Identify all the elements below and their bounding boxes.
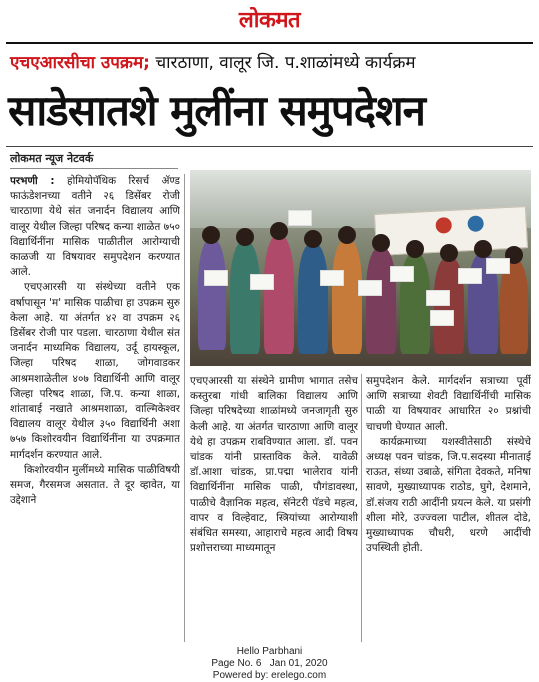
col3-paragraph-1: समुपदेशन केले. मार्गदर्शन सत्राच्या पूर्वी आणि सत्राच्या शेवटी विद्यार्थिनींची मासिक पाळी या विषयावर आधारित २० प्रश्नांची चाचणी घेण्यात आली. [366, 375, 531, 433]
news-photo [190, 170, 531, 366]
masthead-logo: लोकमत [238, 7, 301, 33]
article-column-2 [190, 374, 358, 642]
footer-page-date: Page No. 6 Jan 01, 2020 [211, 658, 328, 669]
dateline: परभणी : [10, 175, 55, 187]
kicker-black: चारठाणा, वालूर जि. प.शाळांमध्ये कार्यक्रम [155, 53, 416, 73]
col1-paragraph-1: होमियोपॅथिक रिसर्च ॲण्ड फाऊंडेशनच्या वतीने २६ डिसेंबर रोजी चारठाणा येथे संत जनार्दन विद्यालय आणि वालूर येथील जिल्हा परिषद कन्या शाळेत ७५० विद्यार्थिनींना मासिक पाळीतील आरोग्याची काळजी या विषयावर समुपदेशन करण्यात आले. [10, 175, 180, 279]
kicker-red: एचएआरसीचा उपक्रम; [10, 53, 150, 73]
col3-paragraph-2: कार्यक्रमाच्या यशस्वीतेसाठी संस्थेचे अध्यक्ष पवन चांडक, जि.प.सदस्या मीनाताई राऊत, संध्या उबाळे, संगिता देवकते, मनिषा सावणे, मुख्याध्यापक राठोड, घुगे, देशमाने, डॉ.संजय राठी आदींनी प्रयत्न केले. या प्रसंगी शीला मोरे, उज्ज्वला पाटील, शीतल दोडे, मुख्याध्यापक चौधरी, धरणे आदींची उपस्थिती होती. [366, 435, 531, 555]
article-column-1 [10, 174, 180, 642]
top-rule [6, 42, 533, 44]
article-column-3 [366, 374, 531, 642]
col2-paragraph-1: एचएआरसी या संस्थेने ग्रामीण भागात तसेच कस्तुरबा गांधी बालिका विद्यालय आणि जिल्हा परिषदेच्या शाळांमध्ये जनजागृती सुरु केली आहे. या अंतर्गत चारठाणा आणि वालूर येथे हा उपक्रम राबविण्यात आला. डॉ. पवन चांडक यांनी प्रास्ताविक केले. यावेळी डॉ.आशा चांडक, प्रा.पद्मा भालेराव यांनी विद्यार्थिनींना मासिक पाळी, पौगंडावस्था, पाळीचे वैज्ञानिक महत्व, सॅनेटरी पॅडचे महत्व, वापर व विल्हेवाट, स्त्रियांच्या आरोग्याशी संबंधित समस्या, आहाराचे महत्व आदी विषय प्रशोत्तराच्या माध्यमातून [190, 375, 358, 555]
headline: साडेसातशे मुलींना समुपदेशन [8, 86, 425, 135]
byline-rule [10, 168, 178, 169]
column-divider [184, 174, 185, 642]
headline-rule [6, 146, 533, 147]
col1-paragraph-2: एचएआरसी या संस्थेच्या वतीने एक वर्षापासून 'म' मासिक पाळीचा हा उपक्रम सुरु केला आहे. या अंतर्गत ४२ वा उपक्रम २६ डिसेंबर रोजी पार पडला. चारठाणा येथील संत जनार्दन माध्यमिक विद्यालय, उर्दू हायस्कूल, जिल्हा परिषद शाळा, जोगवाडकर आश्रमशाळेतील ४०७ विद्यार्थिनी आणि वालूर जिल्हा परिषद शाळा, जि.प. कन्या शाळा, शांताबाई नखाते आश्रमशाळा, वाल्मिकेश्वर विद्यालय वालूर येथील ३५० विद्यार्थिनी अशा ७५७ किशोरवयीन विद्यार्थिनींना या उपक्रमात मार्गदर्शन करण्यात आले. [10, 281, 180, 461]
byline: लोकमत न्यूज नेटवर्क [10, 152, 94, 165]
col1-paragraph-3: किशोरवयीन मुलींमध्ये मासिक पाळीविषयी समज, गैरसमज असतात. ते दूर व्हावेत, या उद्देशाने [10, 463, 180, 507]
footer-powered-by: Powered by: erelego.com [212, 670, 327, 681]
kicker [10, 50, 530, 76]
column-divider [361, 374, 362, 642]
footer-edition: Hello Parbhani [236, 646, 303, 657]
